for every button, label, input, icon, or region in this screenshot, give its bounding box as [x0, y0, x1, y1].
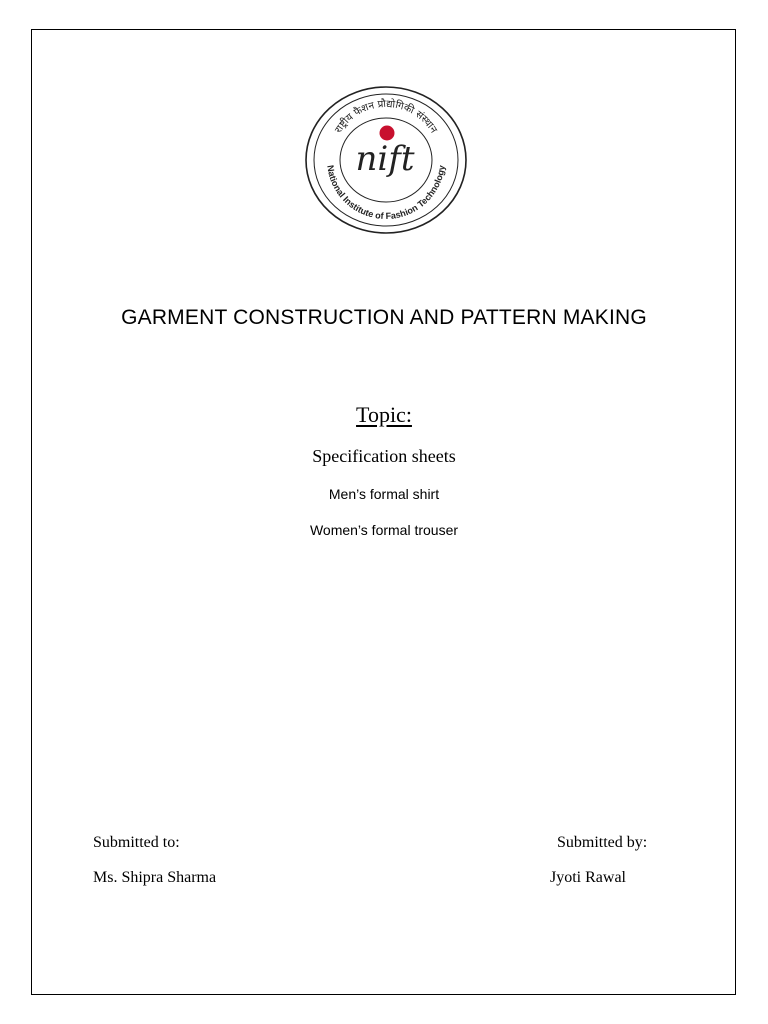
document-title: GARMENT CONSTRUCTION AND PATTERN MAKING [121, 306, 647, 329]
submitted-by-label: Submitted by: [557, 834, 648, 851]
submitted-to-name: Ms. Shipra Sharma [93, 869, 217, 886]
submitted-to-label: Submitted to: [93, 834, 180, 851]
seal-bottom-text: National Institute of Fashion Technology [325, 164, 447, 222]
logo-mark-text: nift [355, 139, 415, 179]
topic-main: Specification sheets [312, 446, 456, 466]
submitted-by-name: Jyoti Rawal [550, 869, 626, 886]
topic-heading: Topic: [356, 402, 412, 427]
seal-top-text: राष्ट्रीय फैशन प्रौद्योगिकी संस्थान [333, 98, 439, 136]
topic-item-mens-shirt: Men’s formal shirt [328, 486, 440, 502]
topic-item-womens-trouser: Women’s formal trouser [309, 522, 459, 538]
nift-logo-seal [303, 84, 469, 236]
